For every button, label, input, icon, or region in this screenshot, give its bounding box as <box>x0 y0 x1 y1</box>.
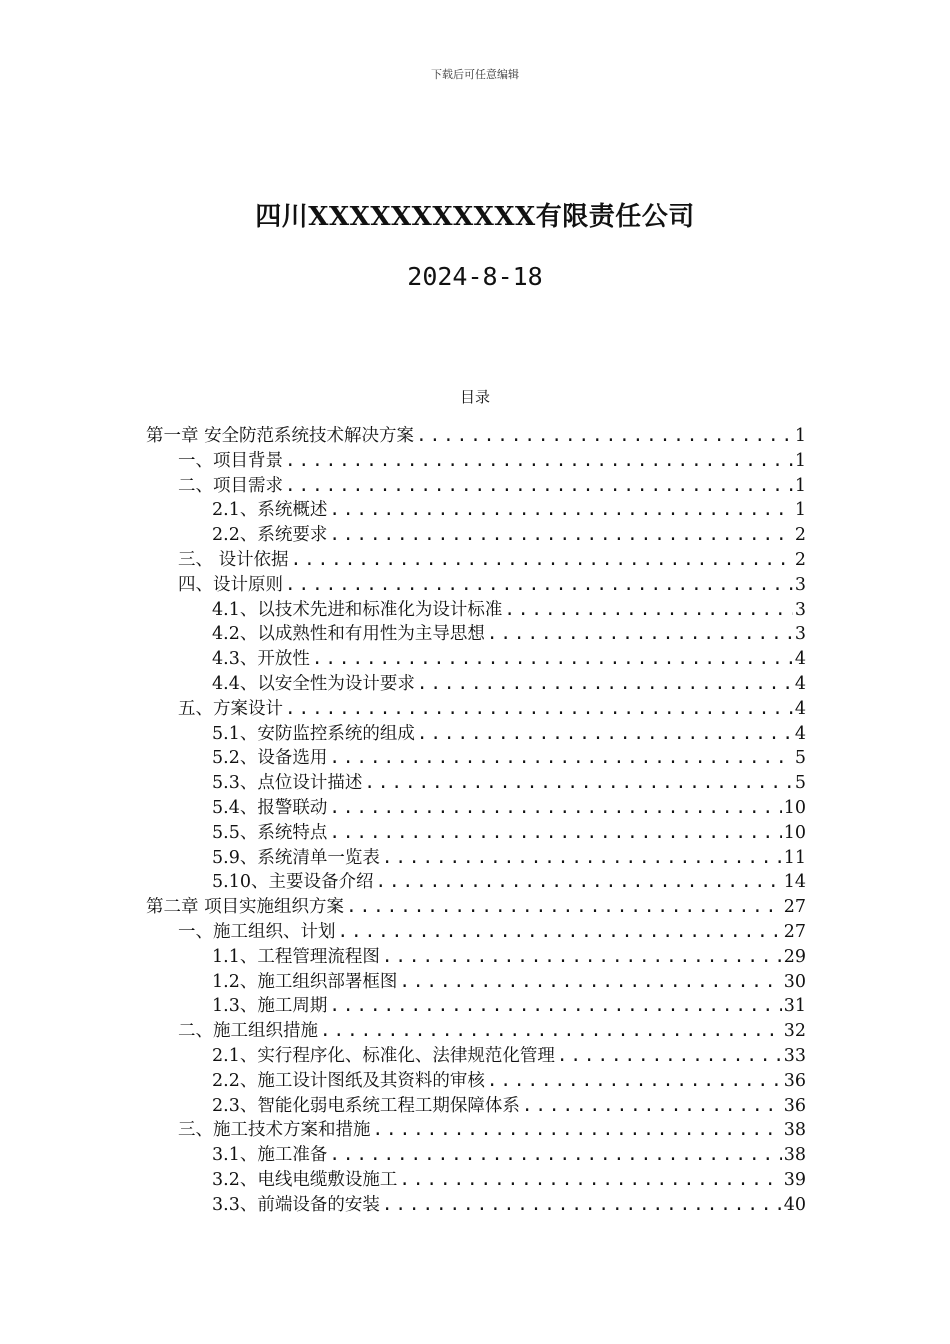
toc-leader-dots <box>285 474 793 499</box>
toc-entry-page: 29 <box>783 946 806 967</box>
toc-entry[interactable] <box>146 1044 806 1069</box>
toc-entry[interactable] <box>146 895 806 920</box>
toc-leader-dots <box>329 994 781 1019</box>
toc-entry-label: 五、方案设计 <box>178 698 283 719</box>
toc-entry-label: 二、施工组织措施 <box>178 1021 318 1042</box>
toc-entry-page: 1 <box>794 500 806 521</box>
toc-entry[interactable] <box>146 1168 806 1193</box>
toc-entry-page: 4 <box>794 698 806 719</box>
toc-leader-dots <box>399 1168 781 1193</box>
toc-entry[interactable] <box>146 598 806 623</box>
toc-entry-label: 四、设计原则 <box>178 574 283 595</box>
toc-entry-page: 14 <box>783 872 806 893</box>
toc-entry[interactable] <box>146 622 806 647</box>
toc-leader-dots <box>416 424 793 449</box>
toc-entry-page: 36 <box>783 1095 806 1116</box>
toc-leader-dots <box>382 846 782 871</box>
toc-entry-page: 38 <box>783 1120 806 1141</box>
toc-entry-page: 1 <box>794 426 806 446</box>
toc-entry[interactable] <box>146 994 806 1019</box>
toc-entry[interactable] <box>146 672 806 697</box>
toc-leader-dots <box>329 746 793 771</box>
toc-entry-page: 38 <box>783 1145 806 1166</box>
toc-entry[interactable] <box>146 1094 806 1119</box>
toc-entry-label: 二、项目需求 <box>178 475 283 496</box>
toc-entry-label: 4.1、以技术先进和标准化为设计标准 <box>212 599 503 620</box>
toc-entry[interactable] <box>146 945 806 970</box>
toc-entry[interactable] <box>146 1019 806 1044</box>
toc-entry-label: 5.5、系统特点 <box>212 822 328 843</box>
toc-entry[interactable] <box>146 746 806 771</box>
toc-entry-page: 3 <box>794 574 806 595</box>
toc-leader-dots <box>417 722 793 747</box>
toc-entry-page: 30 <box>783 971 806 992</box>
toc-entry-label: 3.3、前端设备的安装 <box>212 1194 380 1215</box>
toc-entry-page: 32 <box>783 1021 806 1042</box>
toc-entry-page: 1 <box>794 475 806 496</box>
toc-entry[interactable] <box>146 498 806 523</box>
toc-leader-dots <box>382 1193 782 1218</box>
toc-entry-label: 4.3、开放性 <box>212 649 310 670</box>
document-date: 2024-8-18 <box>407 262 543 291</box>
toc-entry-page: 2 <box>794 549 806 570</box>
toc-entry-label: 2.2、施工设计图纸及其资料的审核 <box>212 1070 485 1091</box>
toc-entry[interactable] <box>146 474 806 499</box>
toc-entry-label: 一、项目背景 <box>178 450 283 471</box>
toc-entry-label: 4.4、以安全性为设计要求 <box>212 673 415 694</box>
toc-leader-dots <box>285 449 793 474</box>
toc-entry[interactable] <box>146 1143 806 1168</box>
toc-entry-page: 2 <box>794 525 806 546</box>
toc-leader-dots <box>329 796 781 821</box>
toc-entry-label: 1.2、施工组织部署框图 <box>212 971 398 992</box>
toc-entry-page: 4 <box>794 649 806 670</box>
toc-leader-dots <box>487 1069 782 1094</box>
toc-entry-page: 4 <box>794 673 806 694</box>
toc-entry[interactable] <box>146 846 806 871</box>
toc-entry-page: 5 <box>794 748 806 769</box>
toc-leader-dots <box>522 1094 782 1119</box>
toc-entry-page: 10 <box>783 822 806 843</box>
table-of-contents <box>146 424 806 1218</box>
toc-entry-label: 2.3、智能化弱电系统工程工期保障体系 <box>212 1095 520 1116</box>
toc-entry-page: 4 <box>794 723 806 744</box>
toc-entry[interactable] <box>146 573 806 598</box>
toc-leader-dots <box>329 821 781 846</box>
toc-leader-dots <box>338 920 782 945</box>
toc-entry-label: 4.2、以成熟性和有用性为主导思想 <box>212 624 485 645</box>
toc-leader-dots <box>364 771 793 796</box>
toc-entry-page: 5 <box>794 773 806 794</box>
toc-leader-dots <box>557 1044 782 1069</box>
toc-leader-dots <box>487 622 793 647</box>
toc-leader-dots <box>329 1143 781 1168</box>
toc-entry-label: 3.1、施工准备 <box>212 1145 328 1166</box>
toc-entry-page: 31 <box>783 996 806 1017</box>
toc-entry-label: 1.1、工程管理流程图 <box>212 946 380 967</box>
toc-entry[interactable] <box>146 920 806 945</box>
toc-entry[interactable] <box>146 697 806 722</box>
toc-entry[interactable] <box>146 796 806 821</box>
toc-entry-label: 1.3、施工周期 <box>212 996 328 1017</box>
toc-entry-page: 36 <box>783 1070 806 1091</box>
toc-entry[interactable] <box>146 970 806 995</box>
toc-leader-dots <box>373 1118 782 1143</box>
toc-entry-page: 1 <box>794 450 806 471</box>
toc-entry[interactable] <box>146 647 806 672</box>
toc-entry[interactable] <box>146 771 806 796</box>
toc-leader-dots <box>285 697 793 722</box>
toc-entry-label: 5.1、安防监控系统的组成 <box>212 723 415 744</box>
toc-entry-label: 5.10、主要设备介绍 <box>212 872 374 893</box>
toc-entry-label: 第二章 项目实施组织方案 <box>146 897 345 918</box>
toc-entry-page: 27 <box>783 897 806 918</box>
toc-leader-dots <box>329 498 793 523</box>
toc-leader-dots <box>312 647 793 672</box>
toc-entry[interactable] <box>146 449 806 474</box>
company-name: 四川XXXXXXXXXXX有限责任公司 <box>255 202 695 232</box>
header-note: 下载后可任意编辑 <box>431 68 519 81</box>
toc-entry-page: 11 <box>783 847 806 868</box>
toc-leader-dots <box>399 970 781 995</box>
toc-entry[interactable] <box>146 548 806 573</box>
toc-leader-dots <box>329 523 793 548</box>
toc-entry-label: 三、施工技术方案和措施 <box>178 1120 371 1141</box>
toc-entry-label: 5.9、系统清单一览表 <box>212 847 380 868</box>
toc-entry-label: 5.4、报警联动 <box>212 797 328 818</box>
toc-entry[interactable] <box>146 1069 806 1094</box>
toc-entry[interactable] <box>146 821 806 846</box>
toc-leader-dots <box>417 672 793 697</box>
toc-entry-label: 第一章 安全防范系统技术解决方案 <box>146 426 415 446</box>
toc-entry-label: 2.1、系统概述 <box>212 500 328 521</box>
toc-leader-dots <box>320 1019 782 1044</box>
toc-entry[interactable] <box>146 424 806 449</box>
toc-entry-page: 40 <box>783 1194 806 1215</box>
toc-entry-label: 2.1、实行程序化、标准化、法律规范化管理 <box>212 1045 555 1066</box>
toc-entry-page: 3 <box>794 624 806 645</box>
toc-entry[interactable] <box>146 523 806 548</box>
toc-entry-page: 10 <box>783 797 806 818</box>
toc-entry[interactable] <box>146 722 806 747</box>
toc-entry-label: 3.2、电线电缆敷设施工 <box>212 1169 398 1190</box>
toc-entry[interactable] <box>146 1193 806 1218</box>
toc-entry-label: 5.2、设备选用 <box>212 748 328 769</box>
toc-entry[interactable] <box>146 870 806 895</box>
toc-entry-page: 3 <box>794 599 806 620</box>
toc-entry-page: 33 <box>783 1045 806 1066</box>
toc-entry-page: 27 <box>783 921 806 942</box>
toc-entry-label: 5.3、点位设计描述 <box>212 773 363 794</box>
toc-leader-dots <box>375 870 781 895</box>
toc-entry-label: 2.2、系统要求 <box>212 525 328 546</box>
toc-entry-page: 39 <box>783 1169 806 1190</box>
toc-entry-label: 一、施工组织、计划 <box>178 921 336 942</box>
toc-leader-dots <box>346 895 782 920</box>
toc-entry-label: 三、 设计依据 <box>178 549 289 570</box>
toc-leader-dots <box>285 573 793 598</box>
toc-leader-dots <box>291 548 793 573</box>
toc-leader-dots <box>382 945 782 970</box>
toc-title: 目录 <box>459 388 490 406</box>
toc-entry[interactable] <box>146 1118 806 1143</box>
toc-leader-dots <box>504 598 793 623</box>
